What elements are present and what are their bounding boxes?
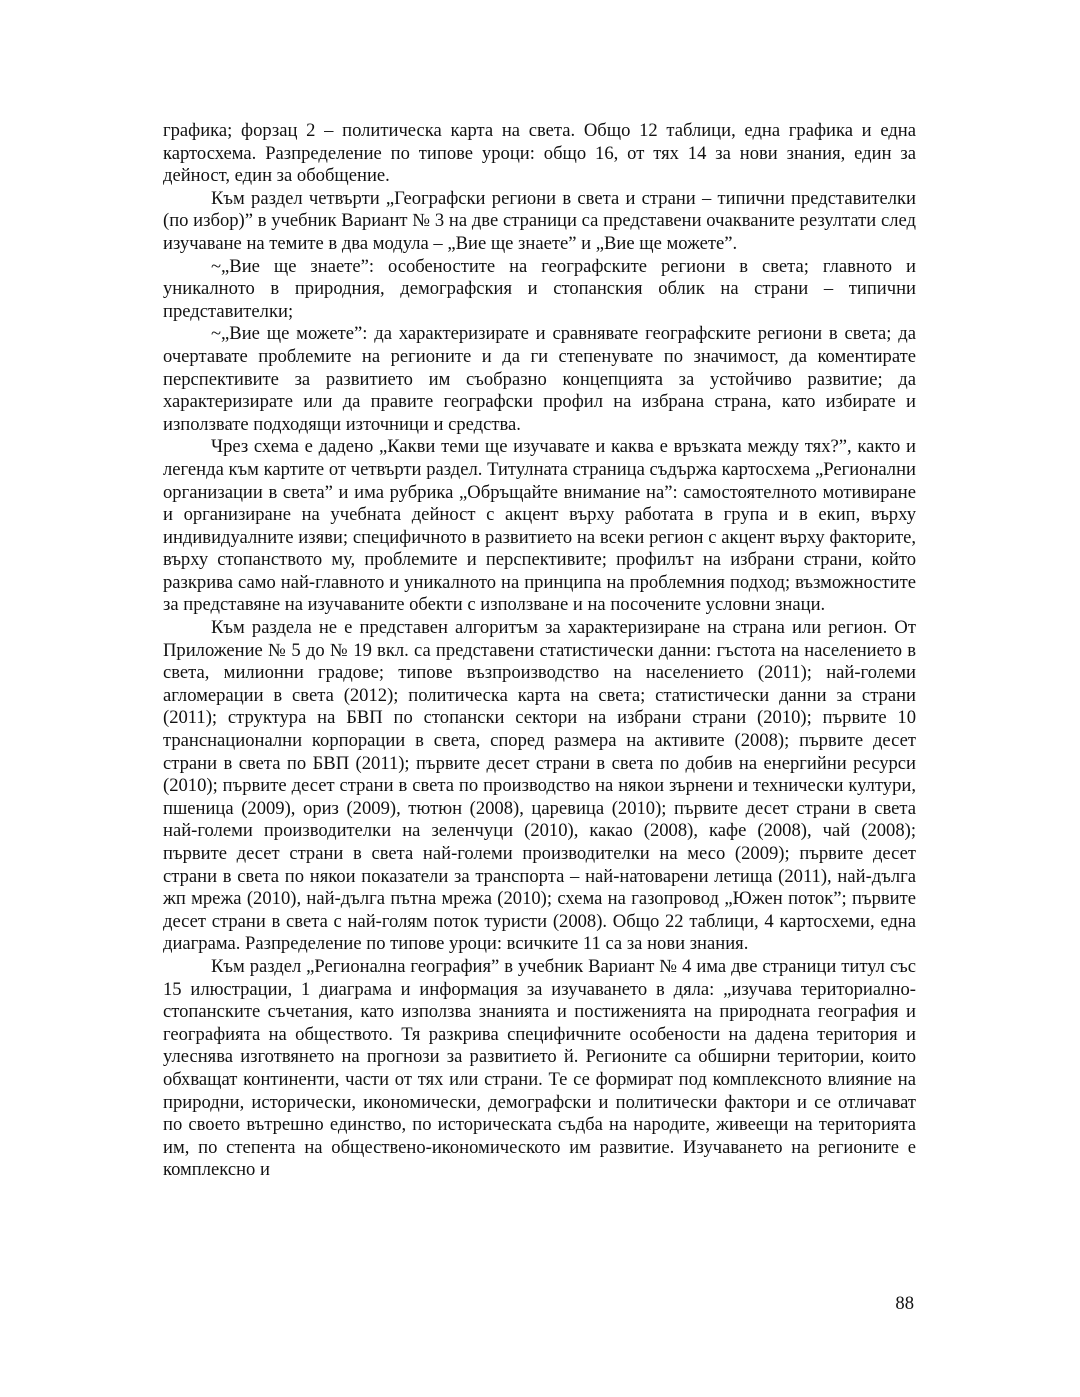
page-number: 88 — [895, 1293, 914, 1314]
paragraph-2: Към раздел четвърти „Географски региони в света и страни – типични представителки (по избор)” в учебник Вариант № 3 на две страници са представени очакваните резултати след изучаване на темите в два модула – „Вие ще знаете” и „Вие ще можете”. — [163, 187, 916, 254]
paragraph-4: ~„Вие ще можете”: да характеризирате и сравнявате географските региони в света; да очертавате проблемите на регионите и да ги степенувате по значимост, да коментирате перспективите за развитието им съобразно концепцията за устойчиво развитие; да характеризирате или да правите географски профил на избрана страна, като избирате и използвате подходящи източници и средства. — [163, 323, 916, 435]
paragraph-6: Към раздела не е представен алгоритъм за характеризиране на страна или регион. От Приложение № 5 до № 19 вкл. са представени статистически данни: гъстота на населението в света, милионни градове; типове възпроизводство на населението (2011); най-големи агломерации в света (2012); политическа карта на света; статистически данни за страни (2011); структура на БВП по стопански сектори на избрани страни (2010); първите 10 транснационални корпорации в света, според размера на активите (2008); първите десет страни в света по БВП (2011); първите десет страни в света по добив на енергийни ресурси (2010); първите десет страни в света по производство на някои зърнени и технически култури, пшеница (2009), ориз (2009), тютюн (2008), царевица (2010); първите десет страни в света най-големи производителки на зеленчуци (2010), какао (2008), кафе (2008), чай (2008); първите десет страни в света най-големи производителки на месо (2009); първите десет страни в света по някои показатели за транспорта – най-натоварени летища (2011), най-дълга жп мрежа (2010), най-дълга пътна мрежа (2010); схема на газопровод „Южен поток”; първите десет страни в света с най-голям поток туристи (2008). Общо 22 таблици, 4 картосхеми, една диаграма. Разпределение по типове уроци: всичките 11 са за нови знания. — [163, 617, 916, 955]
body-text — [163, 120, 916, 1182]
paragraph-3: ~„Вие ще знаете”: особеностите на географските региони в света; главното и уникалното в природния, демографския и стопанския облик на страни – типични представителки; — [163, 255, 916, 322]
paragraph-1: графика; форзац 2 – политическа карта на света. Общо 12 таблици, една графика и една картосхема. Разпределение по типове уроци: общо 16, от тях 14 за нови знания, един за дейност, един за обобщение. — [163, 120, 916, 187]
paragraph-7: Към раздел „Регионална география” в учебник Вариант № 4 има две страници титул със 15 илюстрации, 1 диаграма и информация за изучаването в дяла: „изучава териториално-стопанските съчетания, като използва знанията и постиженията на природната география и географията на обществото. Тя разкрива специфичните особености на дадена територия и улеснява изготвянето на прогнози за развитието й. Регионите са обширни територии, които обхващат континенти, части от тях или страни. Те се формират под комплексното влияние на природни, исторически, икономически, демографски и политически фактори и се отличават по своето вътрешно единство, по историческата съдба на народите, живеещи на територията им, по степента на обществено-икономическото им развитие. Изучаването на регионите е комплексно и — [163, 955, 916, 1181]
paragraph-5: Чрез схема е дадено „Какви теми ще изучавате и каква е връзката между тях?”, както и легенда към картите от четвърти раздел. Титулната страница съдържа картосхема „Регионални организации в света” и има рубрика „Обръщайте внимание на”: самостоятелното мотивиране и организиране на учебната дейност с акцент върху работата в група и в екип, върху индивидуалните изяви; специфичното в развитието на всеки регион с акцент върху факторите, върху стопанството му, проблемите и перспективите; профилът на избрани страни, който разкрива само най-главното и уникалното на принципа на проблемния подход; възможностите за представяне на изучаваните обекти с използване и на посочените условни знаци. — [163, 436, 916, 616]
